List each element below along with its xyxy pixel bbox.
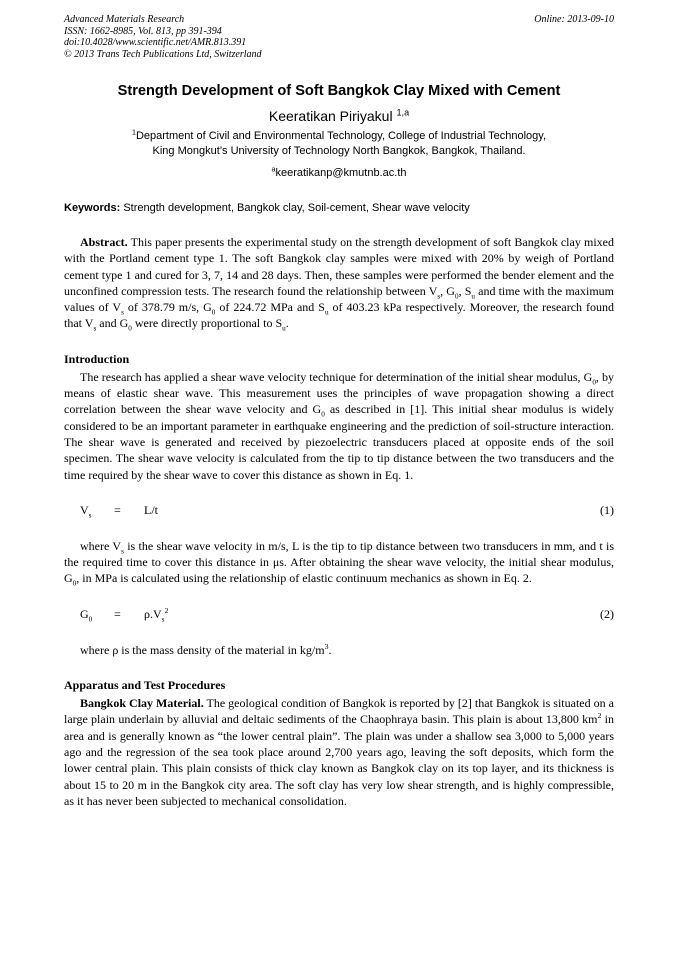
abstract-text: , S (458, 283, 472, 298)
equation-2-equals: = (114, 606, 121, 621)
apparatus-heading: Apparatus and Test Procedures (64, 678, 226, 693)
body-text: , by means of elastic shear wave. This measurement uses the principles of wave propagation showing a direct correlation between the shear wave velocity and G (64, 369, 614, 417)
body-text: where V (80, 538, 122, 553)
abstract-text: were directly proportional to S (131, 316, 283, 331)
superscript: 2 (164, 605, 169, 615)
affiliation-mark: 1 (131, 128, 136, 137)
introduction-heading: Introduction (64, 351, 130, 366)
introduction-paragraph-3 (64, 642, 614, 658)
keywords (64, 201, 614, 216)
body-text: . (328, 642, 332, 657)
copyright-line: © 2013 Trans Tech Publications Ltd, Switzerland (64, 48, 262, 60)
journal-name: Advanced Materials Research (64, 14, 185, 25)
abstract-label: Abstract. (80, 235, 128, 249)
keywords-text: Strength development, Bangkok clay, Soil-cement, Shear wave velocity (123, 202, 470, 214)
equation-2 (64, 606, 614, 622)
subscript: u (324, 308, 329, 317)
abstract-text: , G (440, 283, 455, 298)
author-marks: 1,a (396, 107, 410, 118)
abstract-text: of 378.79 m/s, G (123, 300, 212, 315)
abstract-text: of 403.23 kPa respectively. Moreover, the research found that V (64, 300, 615, 331)
subscript: s (88, 511, 92, 520)
affiliation-line-2: King Mongkut’s University of Technology North Bangkok, Bangkok, Thailand. (152, 145, 526, 157)
bangkok-clay-label: Bangkok Clay Material. (80, 696, 204, 711)
abstract-text: and G (96, 316, 129, 331)
subscript: 0 (88, 615, 93, 624)
subscript: u (471, 292, 475, 301)
equation-1-rhs: L/t (144, 502, 158, 517)
abstract-text: and time with the maximum values of V (64, 283, 614, 315)
issn-line: ISSN: 1662-8985, Vol. 813, pp 391-394 (64, 25, 222, 37)
journal-header (64, 14, 614, 60)
subscript: u (282, 324, 286, 333)
body-text: is the shear wave velocity in m/s, L is the tip to tip distance between two transducers in mm, and t is the required time to cover this distance in μs. After obtaining the shear wave velocity, the initial shear modulus, G (64, 538, 615, 586)
subscript: s (93, 324, 97, 333)
introduction-paragraph-2 (64, 538, 614, 587)
email-address: keeratikanp@kmutnb.ac.th (275, 167, 407, 179)
body-text: The geological condition of Bangkok is reported by [2] that Bangkok is situated on a large plain underlain by alluvial and deltaic sediments of the Chaophraya basin. This plain is about 13,800 km (64, 696, 614, 727)
body-text: in area and is generally known as “the lower central plain”. The plain was under a shallow sea 3,000 to 5,000 years ago and the regression of the sea took place around 2,700 years ago, leaving the soft deposits, which form the lower central plain. This plain consists of thick clay known as Bangkok clay on its top layer, and its thickness is about 15 to 20 m in the Bangkok city area. The soft clay has very low shear strength, and is highly compressible, as it has never been subjected to mechanical consolidation. (64, 712, 614, 808)
online-date: Online: 2013-09-10 (534, 14, 614, 25)
subscript: s (121, 308, 124, 317)
affiliation-text-1: Department of Civil and Environmental Technology, College of Industrial Technology, (135, 130, 547, 142)
email-mark: a (271, 165, 276, 174)
email-line (64, 166, 614, 181)
introduction-paragraph-1 (64, 369, 614, 483)
abstract-text: . (285, 316, 289, 331)
author-name: Keeratikan Piriyakul (268, 108, 393, 124)
eq-symbol: ρ.V (144, 606, 162, 621)
affiliation-line-1 (64, 129, 614, 144)
subscript: 0 (592, 378, 596, 387)
affiliation (64, 129, 614, 159)
equation-2-lhs (80, 606, 92, 622)
superscript: 3 (324, 641, 329, 651)
apparatus-paragraph-1 (64, 695, 614, 809)
subscript: s (437, 292, 441, 301)
equation-2-number: (2) (600, 606, 614, 621)
equation-1-equals: = (114, 502, 121, 517)
subscript: 0 (128, 324, 132, 333)
abstract-text: of 224.72 MPa and S (215, 300, 325, 315)
subscript: s (121, 547, 124, 556)
subscript: 0 (321, 410, 325, 419)
author-line (64, 107, 614, 125)
body-text: as described in [1]. This initial shear modulus is widely considered to be an important parameter in earthquake engineering and the prediction of soil-structure interaction. The shear wave is generated and received by piezoelectric transducers placed at opposite ends of the soil specimen. The shear wave velocity is calculated from the tip to tip distance between the two transducers and the time required by the shear wave to cover this distance as shown in Eq. 1. (64, 402, 614, 482)
subscript: 0 (454, 292, 459, 301)
subscript: 0 (72, 579, 77, 588)
paper-page (64, 14, 614, 809)
body-text: where ρ is the mass density of the material in kg/m (80, 642, 325, 657)
doi-line: doi:10.4028/www.scientific.net/AMR.813.391 (64, 37, 247, 48)
keywords-label: Keywords: (64, 202, 121, 214)
equation-2-rhs (144, 606, 168, 622)
equation-1-lhs (80, 502, 91, 518)
superscript: 2 (597, 711, 602, 721)
paper-title: Strength Development of Soft Bangkok Clay Mixed with Cement (117, 83, 561, 99)
abstract-text: This paper presents the experimental study on the strength development of soft Bangkok clay mixed with the Portland cement type 1. The soft Bangkok clay samples were mixed with 20% by weigh of Portland cement type 1 and cured for 3, 7, 14 and 28 days. Then, these samples were performed the bender element and the unconfined compression tests. The research found the relationship between V (64, 235, 614, 298)
subscript: s (161, 615, 165, 624)
body-text: , in MPa is calculated using the relationship of elastic continuum mechanics as shown in Eq. 2. (76, 571, 532, 586)
eq-symbol: G (80, 606, 89, 621)
equation-1 (64, 502, 614, 518)
eq-symbol: V (80, 502, 89, 517)
equation-1-number: (1) (600, 502, 614, 517)
body-text: The research has applied a shear wave velocity technique for determination of the initial shear modulus, G (80, 369, 593, 384)
subscript: 0 (211, 308, 216, 317)
abstract (64, 234, 614, 332)
